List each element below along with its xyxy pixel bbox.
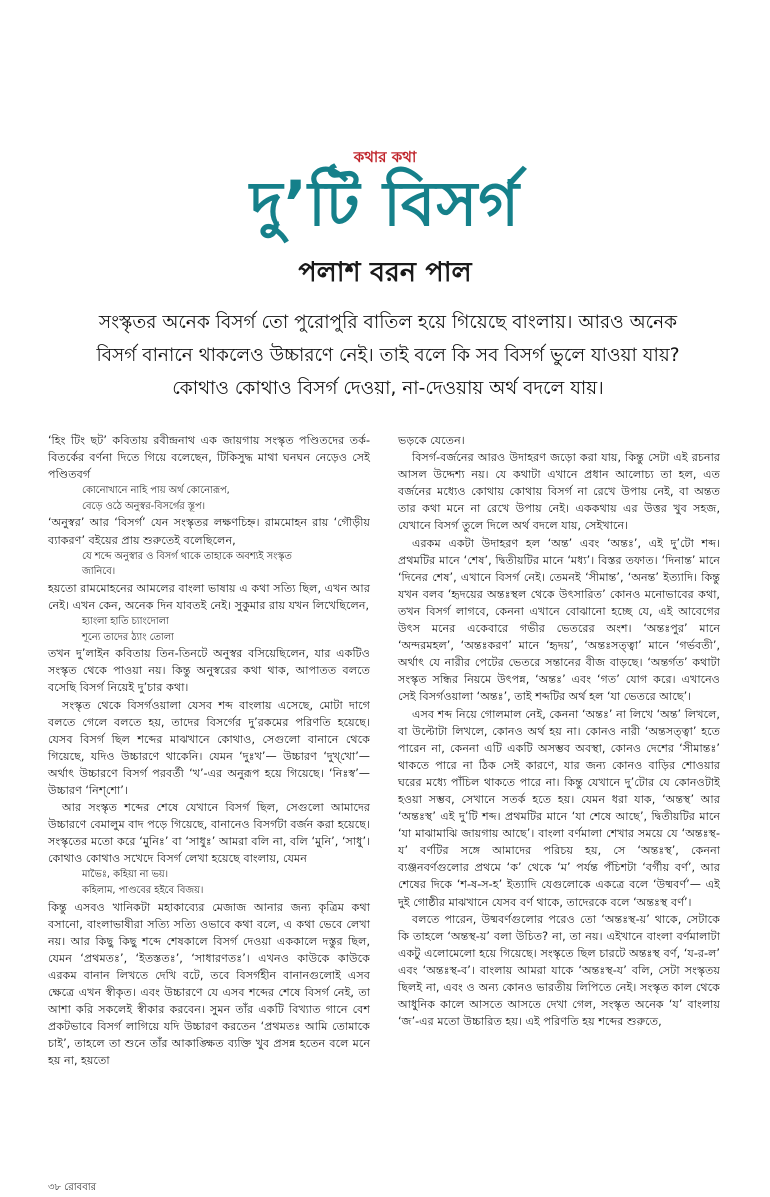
verse-line: মাভৈঃ, কহিয়া না ভয়। — [82, 869, 169, 881]
right-column — [398, 432, 720, 1030]
author-byline: পলাশ বরন পাল — [298, 257, 472, 288]
paragraph: হয়তো রামমোহনের আমলের বাংলা ভাষায় এ কথা সত্যি ছিল, এখন আর নেই। এখন কেন, অনেক দিন যাবতই নেই। সুকুমার রায় যখন লিখেছিলেন, — [48, 581, 370, 612]
paragraph: বিসর্গ-বর্জনের আরও উদাহরণ জড়ো করা যায়, কিন্তু সেটা এই রচনার আসল উদ্দেশ্য নয়। যে কথাটা এখানে প্রধান আলোচ্য তা হল, এত বর্জনের মধ্যেও কোথায় কোথায় বিসর্গ না রেখে উপায় নেই, বা অন্তত তার কথা মনে না রেখে উপায় নেই। এককথায় এর উত্তর খুব সহজ, যেখানে বিসর্গ তুলে দিলে অর্থ বদলে যায়, সেইখানে। — [398, 451, 720, 533]
paragraph: তখন দু’লাইন কবিতায় তিন-তিনটে অনুস্বর বসিয়েছিলেন, যার একটিও সংস্কৃত থেকে পাওয়া নয়। কিন্তু অনুস্বরের কথা থাক, আপাতত বলতে বসেছি বিসর্গ নিয়েই দু’চার কথা। — [48, 647, 370, 695]
paragraph: কিন্তু এসবও খানিকটা মহাকাব্যের মেজাজ আনার জন্য কৃত্রিম কথা বসানো, বাংলাভাষীরা সত্যি সত্যি ওভাবে কথা বলে, এ কথা ভেবে লেখা নয়। আর কিছু কিছু শব্দে শেষকালে বিসর্গ দেওয়া এককালে দস্তুর ছিল, যেমন ‘প্রথমতঃ’, ‘ইতস্ততঃ’, ‘সাধারণতঃ’। এখনও কাউকে কাউকে এরকম বানান লিখতে দেখি বটে, তবে বিসর্গহীন বানানগুলোই এসব ক্ষেত্রে এখন স্বীকৃত। এবং উচ্চারণে যে এসব শব্দের শেষে বিসর্গ নেই, তা আশা করি সকলেই স্বীকার করবেন। সুমন তাঁর একটি বিখ্যাত গানে বেশ প্রকটভাবে বিসর্গ লাগিয়ে যদি উচ্চারণ করতেন ‘প্রথমতঃ আমি তোমাকে চাই’, তাহলে তা শুনে তাঁর আকাঙ্ক্ষিত ব্যক্তি খুব প্রসন্ন হতেন বলে মনে হয় না, হয়তো — [48, 900, 370, 1068]
paragraph: এরকম একটা উদাহরণ হল ‘অন্ত’ এবং ‘অন্তঃ’, এই দু’টো শব্দ। প্রথমটির মানে ‘শেষ’, দ্বিতীয়টির মানে ‘মধ্য’। বিস্তর তফাত। ‘দিনান্ত’ মানে ‘দিনের শেষ’, এখানে বিসর্গ নেই। তেমনই ‘সীমান্ত’, ‘অনন্ত’ ইত্যাদি। কিন্তু যখন বলব ‘হৃদয়ের অন্তঃস্থল থেকে উৎসারিত’ কোনও মনোভাবের কথা, তখন বিসর্গ লাগবে, কেননা এখানে বোঝানো হচ্ছে যে, এই আবেগের উৎস মনের একেবারে গভীর ভেতরের অংশ। ‘অন্তঃপুর’ মানে ‘অন্দরমহল’, ‘অন্তঃকরণ’ মানে ‘হৃদয়’, ‘অন্তঃসত্ত্বা’ মানে ‘গর্ভবতী’, অর্থাৎ যে নারীর পেটের ভেতরে সন্তানের বীজ বাড়ছে। ‘অন্তর্গত’ কথাটা সংস্কৃত সন্ধির নিয়মে উৎপন্ন, ‘অন্তঃ’ এবং ‘গত’ যোগ করে। এখানেও সেই বিসর্গওয়ালা ‘অন্তঃ’, তাই শব্দটির অর্থ হল ‘যা ভেতরে আছে’। — [398, 536, 720, 704]
left-column — [48, 432, 370, 1070]
verse-line: হ্যাংলা হাতি চ্যাংদোলা — [82, 616, 169, 628]
paragraph: ভড়কে যেতেন। — [398, 434, 465, 447]
verse-line: শূন্যে তাদের ঠ্যাং তোলা — [82, 631, 174, 643]
page-folio: ৩৮ রোববার — [48, 1182, 97, 1193]
verse-line: যে শব্দে অনুস্বার ও বিসর্গ থাকে তাহাকে অবশ্যই সংস্কৃত — [82, 550, 292, 562]
paragraph: ‘অনুস্বর’ আর ‘বিসর্গ’ যেন সংস্কৃতর লক্ষণচিহ্ন। রামমোহন রায় ‘গৌড়ীয় ব্যাকরণ’ বইয়ের প্রায় শুরুতেই বলেছিলেন, — [48, 516, 370, 547]
verse-line: কহিলাম, পাণ্ডবের হইবে বিজয়। — [82, 885, 204, 897]
article-title: দু’টি বিসর্গ — [249, 167, 521, 240]
paragraph: ‘হিং টিং ছট’ কবিতায় রবীন্দ্রনাথ এক জায়গায় সংস্কৃত পণ্ডিতদের তর্ক-বিতর্কের বর্ণনা দিতে গিয়ে বলেছেন, টিকিসুদ্ধ মাথা ঘনঘন নেড়েও সেই পণ্ডিতবর্গ — [48, 434, 370, 482]
verse-line: জানিবে। — [82, 566, 116, 578]
standfirst: সংস্কৃতর অনেক বিসর্গ তো পুরোপুরি বাতিল হয়ে গিয়েছে বাংলায়। আরও অনেক বিসর্গ বানানে থাকলেও উচ্চারণে নেই। তাই বলে কি সব বিসর্গ ভুলে যাওয়া যায়? কোথাও কোথাও বিসর্গ দেওয়া, না-দেওয়ায় অর্থ বদলে যায়। — [96, 312, 680, 399]
paragraph: বলতে পারেন, উষ্মবর্ণগুলোর পরেও তো ‘অন্তঃস্থ-য়’ থাকে, সেটাকে কি তাহলে ‘অন্তস্থ-য়’ বলা উচিত? না, তা নয়। এইখানে বাংলা বর্ণমালাটা একটু এলোমেলো হয়ে গিয়েছে। সংস্কৃতে ছিল চারটে অন্তঃস্থ বর্ণ, ‘য-র-ল’ এবং ‘অন্তঃস্থ-ব’। বাংলায় আমরা যাকে ‘অন্তঃস্থ-য’ বলি, সেটা সংস্কৃতয় ছিলই না, এবং ও অন্য কোনও ভারতীয় লিপিতে নেই। সংস্কৃত কাল থেকে আধুনিক কালে আসতে আসতে দেখা গেল, সংস্কৃত অনেক ‘য’ বাংলায় ‘জ’-এর মতো উচ্চারিত হয়। এই পরিণতি হয় শব্দের শুরুতে, — [398, 912, 720, 1029]
section-kicker: কথার কথা — [353, 148, 417, 166]
verse-line: বেড়ে ওঠে অনুস্বর-বিসর্গের স্তূপ। — [82, 500, 205, 512]
paragraph: আর সংস্কৃত শব্দের শেষে যেখানে বিসর্গ ছিল, সেগুলো আমাদের উচ্চারণে বেমালুম বাদ পড়ে গিয়েছে, বানানেও বিসর্গটা বর্জন করা হয়েছে। সংস্কৃতের মতো করে ‘মুনিঃ’ বা ‘সাধুঃ’ আমরা বলি না, বলি ‘মুনি’, ‘সাধু’। কোথাও কোথাও সখেদে বিসর্গ লেখা হয়েছে বাংলায়, যেমন — [48, 801, 370, 866]
paragraph: সংস্কৃত থেকে বিসর্গওয়ালা যেসব শব্দ বাংলায় এসেছে, মোটা দাগে বলতে গেলে বলতে হয়, তাদের বিসর্গের দু’রকমের পরিণতি হয়েছে। যেসব বিসর্গ ছিল শব্দের মাঝখানে কোথাও, সেগুলো বানানে থেকে গিয়েছে, যদিও উচ্চারণে থাকেনি। যেমন ‘দুঃখ’— উচ্চারণ ‘দুখ্‌খো’— অর্থাৎ উচ্চারণে বিসর্গ পরবর্তী ‘খ’-এর অনুরূপ হয়ে গিয়েছে। ‘নিঃস্ব’— উচ্চারণ ‘নিশ্‌শো’। — [48, 698, 370, 797]
paragraph: এসব শব্দ নিয়ে গোলমাল নেই, কেননা ‘অন্তঃ’ না লিখে ‘অন্ত’ লিখলে, বা উল্টোটা লিখলে, কোনও অর্থ হয় না। কোনও নারী ‘অন্তসত্ত্বা’ হতে পারেন না, কেননা এটি একটি অসম্ভব অবস্থা, কোনও দেশের ‘সীমান্তঃ’ থাকতে পারে না ঠিক সেই কারণে, যার জন্য কোনও বাড়ির শোওয়ার ঘরের মধ্যে পাঁচিল থাকতে পারে না। কিন্তু যেখানে দু’টোর যে কোনওটাই হওয়া সম্ভব, সেখানে সতর্ক হতে হয়। যেমন ধরা যাক, ‘অন্তস্থ’ আর ‘অন্তঃস্থ’ এই দু’টি শব্দ। প্রথমটির মানে ‘যা শেষে আছে’, দ্বিতীয়টির মানে ‘যা মাঝামাঝি জায়গায় আছে’। বাংলা বর্ণমালা শেখার সময়ে যে ‘অন্তঃস্থ-য’ বর্ণটির সঙ্গে আমাদের পরিচয় হয়, সে ‘অন্তঃস্থ’, কেননা ব্যঞ্জনবর্ণগুলোর প্রথমে ‘ক’ থেকে ‘ম’ পর্যন্ত পঁচিশটা ‘বর্গীয় বর্ণ’, আর শেষের দিকে ‘শ-ষ-স-হ’ ইত্যাদি যেগুলোকে একত্রে বলে ‘উষ্মবর্ণ’— এই দুই গোষ্ঠীর মাঝখানে যেসব বর্ণ থাকে, তাদেরকে বলে ‘অন্তঃস্থ বর্ণ’। — [398, 707, 720, 909]
verse-line: কোনোখানে নাহি পায় অর্থ কোনোরূপ, — [82, 485, 230, 497]
